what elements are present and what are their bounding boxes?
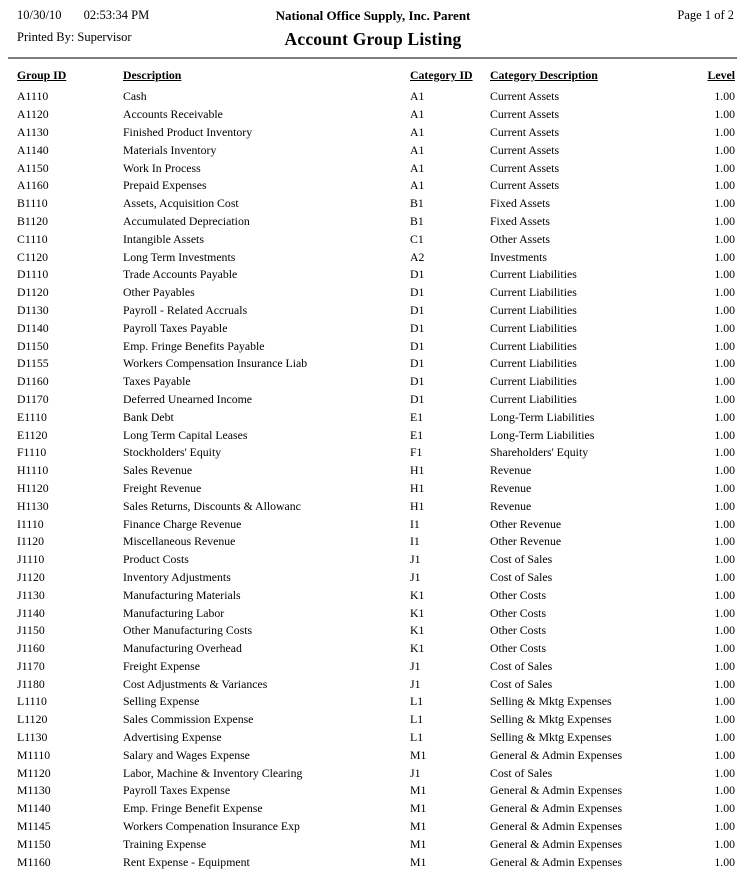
cell-group-id: B1110 (17, 196, 48, 211)
table-row (0, 693, 746, 711)
cell-category-description: Revenue (490, 480, 532, 495)
cell-level: 1.00 (714, 409, 735, 424)
cell-description: Rent Expense - Equipment (123, 854, 250, 869)
report-header (0, 0, 746, 57)
cell-level: 1.00 (714, 374, 735, 389)
cell-description: Accumulated Depreciation (123, 213, 250, 228)
cell-category-description: Long-Term Liabilities (490, 427, 595, 442)
cell-category-id: L1 (410, 694, 424, 709)
cell-level: 1.00 (714, 569, 735, 584)
cell-level: 1.00 (714, 213, 735, 228)
cell-level: 1.00 (714, 356, 735, 371)
print-date: 10/30/10 (17, 8, 62, 22)
table-row (0, 230, 746, 248)
cell-level: 1.00 (714, 783, 735, 798)
cell-description: Deferred Unearned Income (123, 391, 253, 406)
cell-level: 1.00 (714, 338, 735, 353)
table-row (0, 729, 746, 747)
cell-level: 1.00 (714, 516, 735, 531)
cell-level: 1.00 (714, 747, 735, 762)
cell-group-id: D1110 (17, 267, 49, 282)
table-row (0, 302, 746, 320)
cell-category-description: General & Admin Expenses (490, 854, 623, 869)
cell-category-description: Current Assets (490, 107, 560, 122)
cell-group-id: D1170 (17, 391, 49, 406)
cell-group-id: E1110 (17, 409, 47, 424)
cell-category-id: M1 (410, 747, 427, 762)
table-row (0, 444, 746, 462)
cell-level: 1.00 (714, 801, 735, 816)
cell-description: Emp. Fringe Benefits Payable (123, 338, 265, 353)
table-row (0, 213, 746, 231)
cell-group-id: I1120 (17, 534, 45, 549)
cell-level: 1.00 (714, 231, 735, 246)
cell-level: 1.00 (714, 480, 735, 495)
cell-category-id: E1 (410, 409, 424, 424)
table-row (0, 853, 746, 871)
cell-description: Manufacturing Overhead (123, 641, 242, 656)
cell-level: 1.00 (714, 89, 735, 104)
table-row (0, 497, 746, 515)
cell-category-description: Long-Term Liabilities (490, 409, 595, 424)
cell-description: Long Term Capital Leases (123, 427, 248, 442)
cell-group-id: A1120 (17, 107, 49, 122)
table-row (0, 337, 746, 355)
table-row (0, 586, 746, 604)
cell-category-description: Current Assets (490, 160, 560, 175)
cell-group-id: J1130 (17, 587, 45, 602)
cell-level: 1.00 (714, 605, 735, 620)
cell-category-description: General & Admin Expenses (490, 836, 623, 851)
cell-description: Salary and Wages Expense (123, 747, 250, 762)
cell-group-id: M1150 (17, 836, 51, 851)
cell-group-id: A1160 (17, 178, 49, 193)
cell-group-id: L1110 (17, 694, 47, 709)
cell-description: Other Manufacturing Costs (123, 623, 253, 638)
cell-description: Materials Inventory (123, 142, 217, 157)
table-row (0, 658, 746, 676)
cell-category-description: General & Admin Expenses (490, 747, 623, 762)
cell-group-id: L1120 (17, 712, 48, 727)
cell-description: Finished Product Inventory (123, 124, 253, 139)
table-row (0, 622, 746, 640)
cell-description: Manufacturing Labor (123, 605, 225, 620)
company-name: National Office Supply, Inc. Parent (275, 8, 471, 23)
cell-category-id: D1 (410, 356, 425, 371)
cell-group-id: J1160 (17, 641, 45, 656)
table-body (0, 88, 746, 871)
cell-level: 1.00 (714, 819, 735, 834)
table-row (0, 480, 746, 498)
cell-level: 1.00 (714, 124, 735, 139)
table-row (0, 800, 746, 818)
table-row (0, 195, 746, 213)
cell-category-id: A2 (410, 249, 425, 264)
cell-description: Inventory Adjustments (123, 569, 231, 584)
cell-group-id: H1120 (17, 480, 49, 495)
cell-group-id: H1130 (17, 498, 49, 513)
cell-category-description: Selling & Mktg Expenses (490, 694, 612, 709)
cell-category-id: J1 (410, 676, 421, 691)
table-row (0, 818, 746, 836)
cell-level: 1.00 (714, 712, 735, 727)
table-row (0, 746, 746, 764)
cell-group-id: L1130 (17, 730, 48, 745)
cell-level: 1.00 (714, 658, 735, 673)
table-row (0, 266, 746, 284)
cell-category-description: Selling & Mktg Expenses (490, 730, 612, 745)
table-row (0, 373, 746, 391)
cell-level: 1.00 (714, 694, 735, 709)
cell-group-id: M1110 (17, 747, 51, 762)
cell-category-id: A1 (410, 178, 425, 193)
col-header-description: Description (123, 68, 182, 82)
cell-category-id: C1 (410, 231, 424, 246)
cell-description: Sales Revenue (123, 463, 193, 478)
cell-description: Other Payables (123, 285, 195, 300)
cell-category-id: K1 (410, 641, 425, 656)
cell-level: 1.00 (714, 285, 735, 300)
cell-description: Stockholders' Equity (123, 445, 222, 460)
table-row (0, 604, 746, 622)
cell-level: 1.00 (714, 445, 735, 460)
cell-category-id: H1 (410, 480, 425, 495)
cell-group-id: H1110 (17, 463, 49, 478)
cell-group-id: M1120 (17, 765, 51, 780)
table-row (0, 640, 746, 658)
col-header-level: Level (707, 68, 735, 82)
cell-group-id: D1120 (17, 285, 49, 300)
cell-level: 1.00 (714, 854, 735, 869)
cell-category-id: D1 (410, 391, 425, 406)
cell-level: 1.00 (714, 427, 735, 442)
account-group-table (0, 66, 746, 871)
cell-description: Bank Debt (123, 409, 174, 424)
table-row (0, 533, 746, 551)
cell-description: Freight Expense (123, 658, 200, 673)
cell-description: Long Term Investments (123, 249, 236, 264)
table-row (0, 835, 746, 853)
cell-category-description: Current Assets (490, 178, 560, 193)
cell-category-id: D1 (410, 285, 425, 300)
cell-group-id: J1180 (17, 676, 45, 691)
table-row (0, 319, 746, 337)
cell-level: 1.00 (714, 498, 735, 513)
cell-category-id: F1 (410, 445, 423, 460)
cell-description: Cost Adjustments & Variances (123, 676, 268, 691)
cell-group-id: A1130 (17, 124, 49, 139)
table-row (0, 159, 746, 177)
table-row (0, 711, 746, 729)
table-row (0, 426, 746, 444)
cell-category-description: Other Assets (490, 231, 550, 246)
cell-category-id: J1 (410, 552, 421, 567)
cell-category-description: Cost of Sales (490, 676, 553, 691)
cell-level: 1.00 (714, 730, 735, 745)
cell-category-id: L1 (410, 712, 424, 727)
table-header-row (0, 66, 746, 88)
cell-category-description: Current Assets (490, 142, 560, 157)
cell-group-id: J1110 (17, 552, 45, 567)
cell-level: 1.00 (714, 676, 735, 691)
cell-category-id: B1 (410, 196, 424, 211)
cell-category-id: A1 (410, 142, 425, 157)
table-row (0, 124, 746, 142)
cell-group-id: A1140 (17, 142, 49, 157)
cell-group-id: I1110 (17, 516, 44, 531)
cell-category-description: Shareholders' Equity (490, 445, 589, 460)
table-row (0, 248, 746, 266)
table-row (0, 141, 746, 159)
cell-category-id: H1 (410, 498, 425, 513)
cell-group-id: D1140 (17, 320, 49, 335)
table-row (0, 88, 746, 106)
cell-group-id: A1150 (17, 160, 49, 175)
cell-category-id: I1 (410, 534, 420, 549)
cell-category-id: D1 (410, 302, 425, 317)
cell-category-description: Other Revenue (490, 516, 562, 531)
cell-group-id: M1145 (17, 819, 51, 834)
cell-category-description: Cost of Sales (490, 569, 553, 584)
cell-category-description: Current Liabilities (490, 356, 577, 371)
cell-description: Taxes Payable (123, 374, 191, 389)
cell-category-description: Other Costs (490, 605, 547, 620)
cell-description: Sales Commission Expense (123, 712, 254, 727)
table-row (0, 355, 746, 373)
cell-category-description: Cost of Sales (490, 765, 553, 780)
table-row (0, 782, 746, 800)
cell-category-description: General & Admin Expenses (490, 801, 623, 816)
cell-category-description: Current Liabilities (490, 302, 577, 317)
cell-level: 1.00 (714, 160, 735, 175)
cell-group-id: C1120 (17, 249, 49, 264)
cell-group-id: J1120 (17, 569, 45, 584)
table-row (0, 284, 746, 302)
header-divider (8, 57, 737, 59)
cell-level: 1.00 (714, 267, 735, 282)
cell-level: 1.00 (714, 623, 735, 638)
cell-group-id: M1130 (17, 783, 51, 798)
cell-description: Intangible Assets (123, 231, 204, 246)
cell-group-id: D1155 (17, 356, 49, 371)
cell-category-id: J1 (410, 765, 421, 780)
cell-category-description: Other Costs (490, 623, 547, 638)
table-row (0, 106, 746, 124)
cell-category-id: D1 (410, 267, 425, 282)
cell-description: Selling Expense (123, 694, 200, 709)
cell-category-description: Current Assets (490, 124, 560, 139)
cell-category-id: D1 (410, 374, 425, 389)
cell-category-description: General & Admin Expenses (490, 819, 623, 834)
cell-category-description: Cost of Sales (490, 658, 553, 673)
cell-description: Manufacturing Materials (123, 587, 241, 602)
cell-level: 1.00 (714, 142, 735, 157)
cell-category-description: General & Admin Expenses (490, 783, 623, 798)
cell-group-id: M1160 (17, 854, 51, 869)
cell-group-id: C1110 (17, 231, 48, 246)
cell-description: Labor, Machine & Inventory Clearing (123, 765, 303, 780)
cell-category-id: D1 (410, 320, 425, 335)
cell-level: 1.00 (714, 302, 735, 317)
cell-category-description: Other Revenue (490, 534, 562, 549)
cell-group-id: M1140 (17, 801, 51, 816)
table-row (0, 408, 746, 426)
cell-description: Miscellaneous Revenue (123, 534, 236, 549)
cell-level: 1.00 (714, 552, 735, 567)
cell-category-id: B1 (410, 213, 424, 228)
cell-category-id: I1 (410, 516, 420, 531)
cell-group-id: F1110 (17, 445, 47, 460)
cell-category-id: M1 (410, 819, 427, 834)
cell-level: 1.00 (714, 107, 735, 122)
cell-category-description: Fixed Assets (490, 196, 550, 211)
cell-category-id: J1 (410, 658, 421, 673)
cell-level: 1.00 (714, 320, 735, 335)
cell-level: 1.00 (714, 196, 735, 211)
cell-category-id: D1 (410, 338, 425, 353)
col-header-category-id: Category ID (410, 68, 473, 82)
cell-category-id: A1 (410, 107, 425, 122)
cell-description: Finance Charge Revenue (123, 516, 242, 531)
cell-category-id: K1 (410, 605, 425, 620)
cell-category-id: K1 (410, 623, 425, 638)
cell-category-id: M1 (410, 801, 427, 816)
cell-description: Payroll Taxes Expense (123, 783, 231, 798)
table-row (0, 551, 746, 569)
cell-category-description: Fixed Assets (490, 213, 550, 228)
cell-category-description: Revenue (490, 498, 532, 513)
cell-category-description: Selling & Mktg Expenses (490, 712, 612, 727)
cell-description: Emp. Fringe Benefit Expense (123, 801, 263, 816)
cell-group-id: D1160 (17, 374, 49, 389)
cell-level: 1.00 (714, 249, 735, 264)
cell-description: Payroll Taxes Payable (123, 320, 228, 335)
cell-category-id: H1 (410, 463, 425, 478)
cell-description: Advertising Expense (123, 730, 222, 745)
cell-category-id: K1 (410, 587, 425, 602)
cell-category-description: Current Liabilities (490, 267, 577, 282)
table-row (0, 391, 746, 409)
cell-category-description: Investments (490, 249, 548, 264)
cell-category-description: Other Costs (490, 641, 547, 656)
cell-group-id: A1110 (17, 89, 49, 104)
cell-level: 1.00 (714, 463, 735, 478)
cell-description: Work In Process (123, 160, 201, 175)
cell-group-id: J1150 (17, 623, 45, 638)
cell-description: Cash (123, 89, 147, 104)
table-row (0, 515, 746, 533)
cell-level: 1.00 (714, 765, 735, 780)
table-row (0, 764, 746, 782)
col-header-group-id: Group ID (17, 68, 67, 82)
cell-category-description: Current Liabilities (490, 374, 577, 389)
cell-level: 1.00 (714, 587, 735, 602)
cell-level: 1.00 (714, 534, 735, 549)
cell-description: Prepaid Expenses (123, 178, 207, 193)
cell-group-id: J1170 (17, 658, 45, 673)
cell-category-description: Current Liabilities (490, 391, 577, 406)
cell-category-description: Current Liabilities (490, 285, 577, 300)
table-row (0, 462, 746, 480)
cell-description: Product Costs (123, 552, 189, 567)
cell-group-id: D1150 (17, 338, 49, 353)
cell-description: Payroll - Related Accruals (123, 302, 248, 317)
table-row (0, 569, 746, 587)
cell-category-id: J1 (410, 569, 421, 584)
cell-description: Sales Returns, Discounts & Allowanc (123, 498, 301, 513)
cell-category-id: E1 (410, 427, 424, 442)
cell-description: Workers Compenation Insurance Exp (123, 819, 300, 834)
cell-level: 1.00 (714, 391, 735, 406)
cell-description: Assets, Acquisition Cost (123, 196, 239, 211)
page-number: Page 1 of 2 (677, 8, 734, 22)
cell-group-id: D1130 (17, 302, 49, 317)
cell-category-description: Cost of Sales (490, 552, 553, 567)
cell-level: 1.00 (714, 836, 735, 851)
cell-category-id: A1 (410, 89, 425, 104)
cell-description: Workers Compensation Insurance Liab (123, 356, 308, 371)
print-time: 02:53:34 PM (83, 8, 150, 22)
col-header-category-description: Category Description (490, 68, 598, 82)
cell-description: Training Expense (123, 836, 207, 851)
cell-category-id: M1 (410, 854, 427, 869)
cell-category-description: Current Liabilities (490, 320, 577, 335)
cell-group-id: B1120 (17, 213, 49, 228)
cell-group-id: J1140 (17, 605, 45, 620)
cell-category-id: L1 (410, 730, 424, 745)
cell-group-id: E1120 (17, 427, 48, 442)
cell-level: 1.00 (714, 178, 735, 193)
cell-category-description: Revenue (490, 463, 532, 478)
cell-category-id: M1 (410, 836, 427, 851)
cell-category-id: M1 (410, 783, 427, 798)
cell-category-id: A1 (410, 124, 425, 139)
table-row (0, 177, 746, 195)
printed-by: Printed By: Supervisor (17, 30, 132, 44)
cell-category-id: A1 (410, 160, 425, 175)
cell-category-description: Current Assets (490, 89, 560, 104)
cell-description: Trade Accounts Payable (123, 267, 238, 282)
cell-category-description: Current Liabilities (490, 338, 577, 353)
cell-description: Freight Revenue (123, 480, 202, 495)
cell-level: 1.00 (714, 641, 735, 656)
cell-description: Accounts Receivable (123, 107, 223, 122)
cell-category-description: Other Costs (490, 587, 547, 602)
report-title: Account Group Listing (284, 29, 462, 49)
table-row (0, 675, 746, 693)
